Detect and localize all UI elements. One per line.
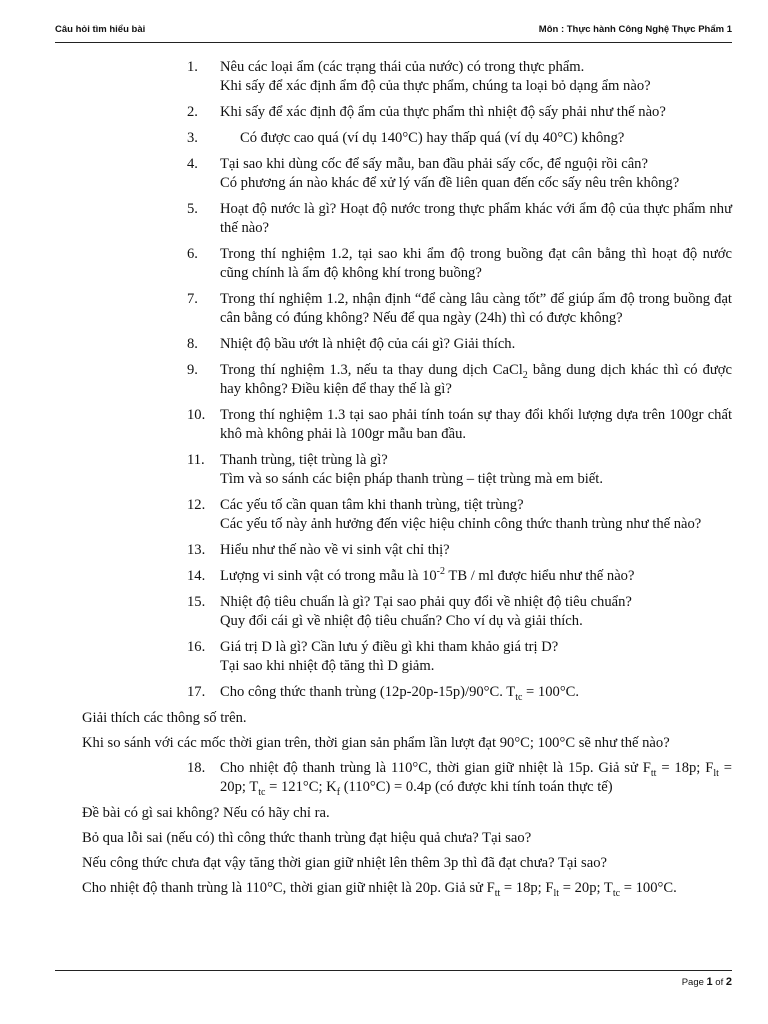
question-text: Hoạt độ nước là gì? Hoạt độ nước trong thực phẩm khác với ẩm độ của thực phẩm như thế nào?	[220, 201, 732, 236]
question-text: Nhiệt độ tiêu chuẩn là gì? Tại sao phải quy đổi về nhiệt độ tiêu chuẩn?	[220, 594, 632, 610]
question-number: 14.	[187, 568, 206, 584]
question-text: Quy đổi cái gì về nhiệt độ tiêu chuẩn? Cho ví dụ và giải thích.	[220, 613, 583, 629]
question-text: Khi sấy để xác định ẩm độ của thực phẩm, chúng ta loại bỏ dạng ẩm nào?	[220, 78, 651, 94]
question-text: Có được cao quá (ví dụ 140°C) hay thấp quá (ví dụ 40°C) không?	[240, 130, 625, 146]
question-item	[82, 451, 732, 489]
paragraph: Giải thích các thông số trên.	[82, 710, 247, 726]
question-item	[82, 200, 732, 238]
question-text: Giá trị D là gì? Cần lưu ý điều gì khi tham khảo giá trị D?	[220, 639, 559, 655]
question-text: Tại sao khi nhiệt độ tăng thì D giảm.	[220, 658, 435, 674]
question-text: Tìm và so sánh các biện pháp thanh trùng – tiệt trùng mà em biết.	[220, 471, 603, 487]
page-total: 2	[725, 976, 732, 988]
question-item	[82, 290, 732, 328]
question-text: Cho công thức thanh trùng (12p-20p-15p)/90°C. $T_{tc} = 100^\circ C$.	[220, 684, 580, 703]
question-text: Lượng vi sinh vật có trong mẫu là $10^{-2}$ TB / ml được hiểu như thế nào?	[220, 566, 635, 584]
question-text: Có phương án nào khác để xử lý vấn đề liên quan đến cốc sấy nêu trên không?	[220, 175, 680, 191]
question-number: 6.	[187, 246, 198, 262]
question-text: Thanh trùng, tiệt trùng là gì?	[220, 452, 388, 468]
question-number: 16.	[187, 639, 206, 655]
question-item	[82, 541, 732, 560]
question-item	[82, 593, 732, 631]
header-rule	[55, 42, 732, 43]
question-number: 2.	[187, 104, 198, 120]
paragraph: Nếu công thức chưa đạt vậy tăng thời gian giữ nhiệt lên thêm 3p thì đã đạt chưa? Tại sao?	[82, 855, 607, 871]
question-number: 1.	[187, 59, 198, 75]
document-body	[82, 58, 732, 904]
question-text: Nêu các loại ẩm (các trạng thái của nước) có trong thực phẩm.	[220, 59, 585, 75]
page-number: 1	[706, 976, 713, 988]
question-number: 13.	[187, 542, 206, 558]
question-text: Các yếu tố này ảnh hưởng đến việc hiệu chỉnh công thức thanh trùng như thế nào?	[220, 516, 702, 532]
question-item	[82, 103, 732, 122]
question-number: 10.	[187, 407, 206, 423]
question-item	[82, 155, 732, 193]
question-item	[82, 335, 732, 354]
paragraph: Bỏ qua lỗi sai (nếu có) thì công thức thanh trùng đạt hiệu quả chưa? Tại sao?	[82, 830, 532, 846]
paragraph: Cho nhiệt độ thanh trùng là 110°C, thời gian giữ nhiệt là 20p. Giả sử $F_{tt} = 18p$; $F_{lt} = 20p$; $T_{tc} = 100^\circ C$.	[82, 880, 677, 899]
question-text: Trong thí nghiệm 1.2, tại sao khi ẩm độ trong buồng đạt cân bằng thì hoạt độ nước cũng chính là ẩm độ không khí trong buồng?	[220, 246, 732, 281]
question-number: 7.	[187, 291, 198, 307]
question-number: 8.	[187, 336, 198, 352]
question-text: Trong thí nghiệm 1.3, nếu ta thay dung dịch CaCl$_2$ bằng dung dịch khác thì có được hay không? Điều kiện để thay thế là gì?	[220, 362, 732, 397]
question-item	[82, 361, 732, 399]
question-text: Các yếu tố cần quan tâm khi thanh trùng, tiệt trùng?	[220, 497, 524, 513]
question-number: 15.	[187, 594, 206, 610]
header-left-title: Câu hỏi tìm hiểu bài	[55, 24, 146, 35]
question-item	[82, 406, 732, 444]
paragraph: Đề bài có gì sai không? Nếu có hãy chỉ ra.	[82, 805, 330, 821]
question-item	[82, 683, 732, 702]
question-item	[82, 638, 732, 676]
question-item	[82, 496, 732, 534]
question-text: Cho nhiệt độ thanh trùng là 110°C, thời gian giữ nhiệt là 15p. Giả sử $F_{tt} = 18p$; $F_{lt} = 20p$; $T_{tc} = 121^\circ C$; $K_f$ (110°C) = 0.4p (có được khi tính toán thực tế)	[220, 760, 732, 798]
question-text: Nhiệt độ bầu ướt là nhiệt độ của cái gì? Giải thích.	[220, 336, 516, 352]
question-text: Trong thí nghiệm 1.2, nhận định “để càng lâu càng tốt” để giúp ẩm độ trong buồng đạt cân bằng có đúng không? Nếu để qua ngày (24h) thì có được không?	[220, 291, 732, 326]
question-text: Hiểu như thế nào về vi sinh vật chỉ thị?	[220, 542, 450, 558]
question-item	[82, 567, 732, 586]
header-course-title: Môn : Thực hành Công Nghệ Thực Phẩm 1	[538, 24, 732, 35]
question-text: Tại sao khi dùng cốc để sấy mẫu, ban đầu phải sấy cốc, để nguội rồi cân?	[220, 156, 648, 172]
question-number: 12.	[187, 497, 206, 513]
question-item	[82, 129, 732, 148]
question-list	[82, 58, 732, 702]
page-footer: Page 1 of 2	[681, 976, 732, 988]
question-item	[82, 245, 732, 283]
question-text: Trong thí nghiệm 1.3 tại sao phải tính toán sự thay đổi khối lượng dựa trên 100gr chất khô mà không phải là 100gr mẫu ban đầu.	[220, 407, 732, 442]
paragraph: Khi so sánh với các mốc thời gian trên, thời gian sản phẩm lần lượt đạt 90°C; 100°C sẽ như thế nào?	[82, 735, 670, 751]
question-number: 9.	[187, 362, 198, 378]
question-number: 3.	[187, 130, 198, 146]
question-number: 4.	[187, 156, 198, 172]
question-number: 17.	[187, 684, 206, 700]
footer-rule	[55, 970, 732, 971]
question-number: 5.	[187, 201, 198, 217]
question-text: Khi sấy để xác định độ ẩm của thực phẩm thì nhiệt độ sấy phải như thế nào?	[220, 104, 666, 120]
question-number: 11.	[187, 452, 205, 468]
question-item	[82, 58, 732, 96]
question-number: 18.	[187, 760, 206, 776]
question-item	[82, 759, 732, 797]
